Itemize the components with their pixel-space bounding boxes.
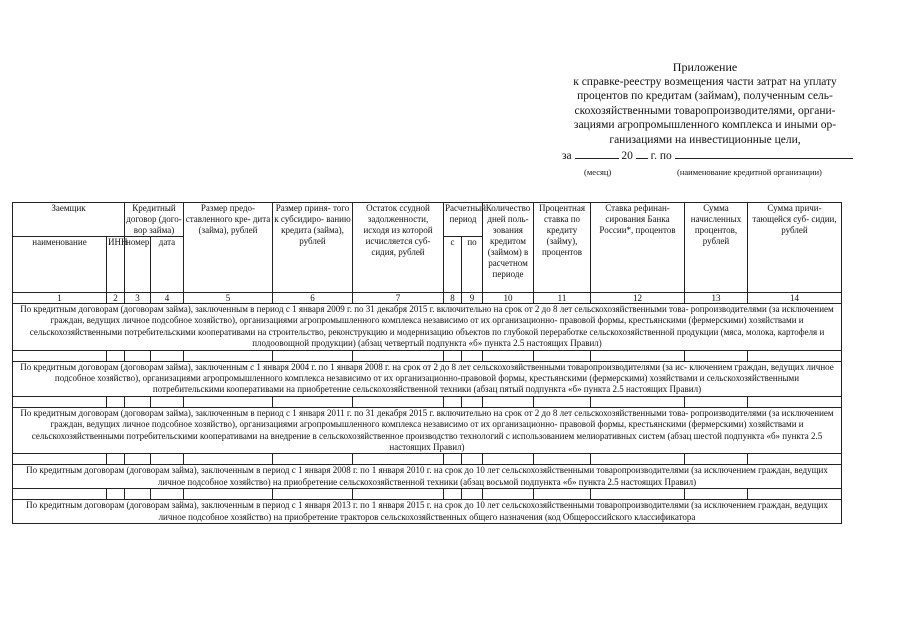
section-heading: По кредитным договорам (договорам займа), заключенным в период с 1 января 2011 г. по 31 декабря 2015 г. включительно на срок от 2 до 8 лет сельскохозяйственными това- ропроизводителями (за исключением граждан, ведущих личное подсобное хозяйство), организациями агропромышленного комплекса независимо от их организационно- правовой формы, крестьянскими (фермерскими) хозяйствами и сельскохозяйственными потребительскими кооперативами на внедрение в сельскохозяйственное производство технологий с использованием мелиоративных систем (абзац шестой подпункта «б» пункта 2.5 настоящих Правил)	[13, 407, 842, 454]
col-balance: Остаток ссудной задолженности, исходя из которой исчисляется суб- сидия, рублей	[353, 203, 444, 293]
field-captions	[0, 167, 905, 179]
header-row-top	[13, 203, 842, 237]
column-number: 2	[107, 293, 125, 304]
column-number: 9	[462, 293, 483, 304]
appendix-line: зациями агропромышленного комплекса и иными ор-	[573, 119, 837, 131]
table-row	[13, 350, 842, 361]
col-subsidy: Сумма причи- тающейся суб- сидии, рублей	[748, 203, 842, 293]
column-number: 4	[151, 293, 184, 304]
section-heading: По кредитным договорам (договорам займа), заключенным в период с 1 января 2009 г. по 31 декабря 2015 г. включительно на срок от 2 до 8 лет сельскохозяйственными това- ропроизводителями (за исключением граждан, ведущих личное подсобное хозяйство), организациями агропромышленного комплекса независимо от их организационно- правовой формы, крестьянскими (фермерскими) хозяйствами и сельскохозяйственными потребительскими кооперативами на строительство, реконструкцию и модернизацию объектов по глубокой переработке сельскохозяйственной продукции (мяса, молока, картофеля и плодоовощной продукции) (абзац четвертый подпункта «б» пункта 2.5 настоящих Правил)	[13, 304, 842, 351]
section-heading: По кредитным договорам (договорам займа), заключенным в период с 1 января 2008 г. по 1 января 2010 г. на срок до 10 лет сельскохозяйственными товаропроизводителями (за исключением граждан, ведущих личное подсобное хозяйство) на приобретение сельскохозяйственной техники (абзац восьмой подпункта «б» пункта 2.5 настоящих Правил)	[13, 465, 842, 489]
column-number: 1	[13, 293, 107, 304]
column-number: 14	[748, 293, 842, 304]
year-blank[interactable]	[636, 147, 648, 159]
col-to: по	[462, 237, 483, 293]
section-row	[13, 465, 842, 489]
column-number: 12	[591, 293, 685, 304]
appendix-line: процентов по кредитам (займам), полученным сель-	[577, 90, 833, 102]
month-blank[interactable]	[575, 147, 619, 159]
table-row	[13, 396, 842, 407]
column-number: 5	[184, 293, 273, 304]
appendix-header	[540, 60, 870, 164]
table-row	[13, 489, 842, 500]
column-number-row	[13, 293, 842, 304]
col-interest: Сумма начисленных процентов, рублей	[685, 203, 748, 293]
column-number: 13	[685, 293, 748, 304]
section-row	[13, 361, 842, 396]
appendix-line: ганизациями на инвестиционные цели,	[609, 133, 801, 146]
col-subsidized-size: Размер приня- того к субсидиро- ванию кредита (займа), рублей	[273, 203, 353, 293]
period-line	[540, 147, 870, 164]
col-refinance: Ставка рефинан- сирования Банка России*, процентов	[591, 203, 685, 293]
col-loan-size: Размер предо- ставленного кре- дита (займа), рублей	[184, 203, 273, 293]
appendix-line: к справке-реестру возмещения части затрат на уплату	[573, 75, 837, 88]
column-number: 8	[444, 293, 462, 304]
appendix-line: скохозяйственными товаропроизводителями, органи-	[574, 104, 836, 117]
col-rate: Процентная ставка по кредиту (займу), процентов	[534, 203, 591, 293]
caption-month: (месяц)	[584, 167, 612, 177]
section-heading: По кредитным договорам (договорам займа), заключенным с 1 января 2004 г. по 1 января 2008 г. на срок от 2 до 8 лет сельскохозяйственными товаропроизводителями (за ис- ключением граждан, ведущих личное подсобное хозяйство), организациями агропромышленного комплекса независимо от их организационно-правовой формы, крестьянскими (фермерскими) хозяйствами и сельскохозяйственными потребительскими кооперативами на приобретение сельскохозяйственной техники (абзац пятый подпункта «б» пункта 2.5 настоящих Правил)	[13, 361, 842, 396]
col-inn: ИНН	[107, 237, 125, 293]
column-number: 6	[273, 293, 353, 304]
column-number: 7	[353, 293, 444, 304]
col-date: дата	[151, 237, 184, 293]
period-year: 20	[621, 150, 633, 162]
table-row	[13, 454, 842, 465]
bank-name-blank[interactable]	[675, 147, 853, 159]
column-number: 3	[125, 293, 151, 304]
col-name: наименование	[13, 237, 107, 293]
registry-table	[12, 202, 842, 524]
column-number: 10	[483, 293, 534, 304]
col-contract: Кредитный договор (дого- вор займа)	[126, 203, 182, 235]
period-suffix: г. по	[650, 150, 672, 162]
col-from: с	[444, 237, 462, 293]
appendix-title: Приложение	[672, 60, 738, 74]
col-days: Количество дней поль- зования кредитом (займом) в расчетном периоде	[483, 203, 534, 293]
section-row	[13, 500, 842, 524]
col-period: Расчетный период	[444, 203, 483, 237]
period-prefix: за	[562, 150, 572, 162]
col-number: номер	[125, 237, 151, 293]
section-heading: По кредитным договорам (договорам займа), заключенным в период с 1 января 2013 г. по 1 января 2015 г. на срок до 10 лет сельскохозяйственными товаропроизводителями (за исключением граждан, ведущих личное подсобное хозяйство) на приобретение тракторов сельскохозяйственных общего назначения (код Общероссийского классификатора	[13, 500, 842, 524]
col-borrower: Заемщик	[13, 203, 125, 237]
section-row	[13, 407, 842, 454]
section-row	[13, 304, 842, 351]
column-number: 11	[534, 293, 591, 304]
caption-org: (наименование кредитной организации)	[677, 167, 822, 177]
